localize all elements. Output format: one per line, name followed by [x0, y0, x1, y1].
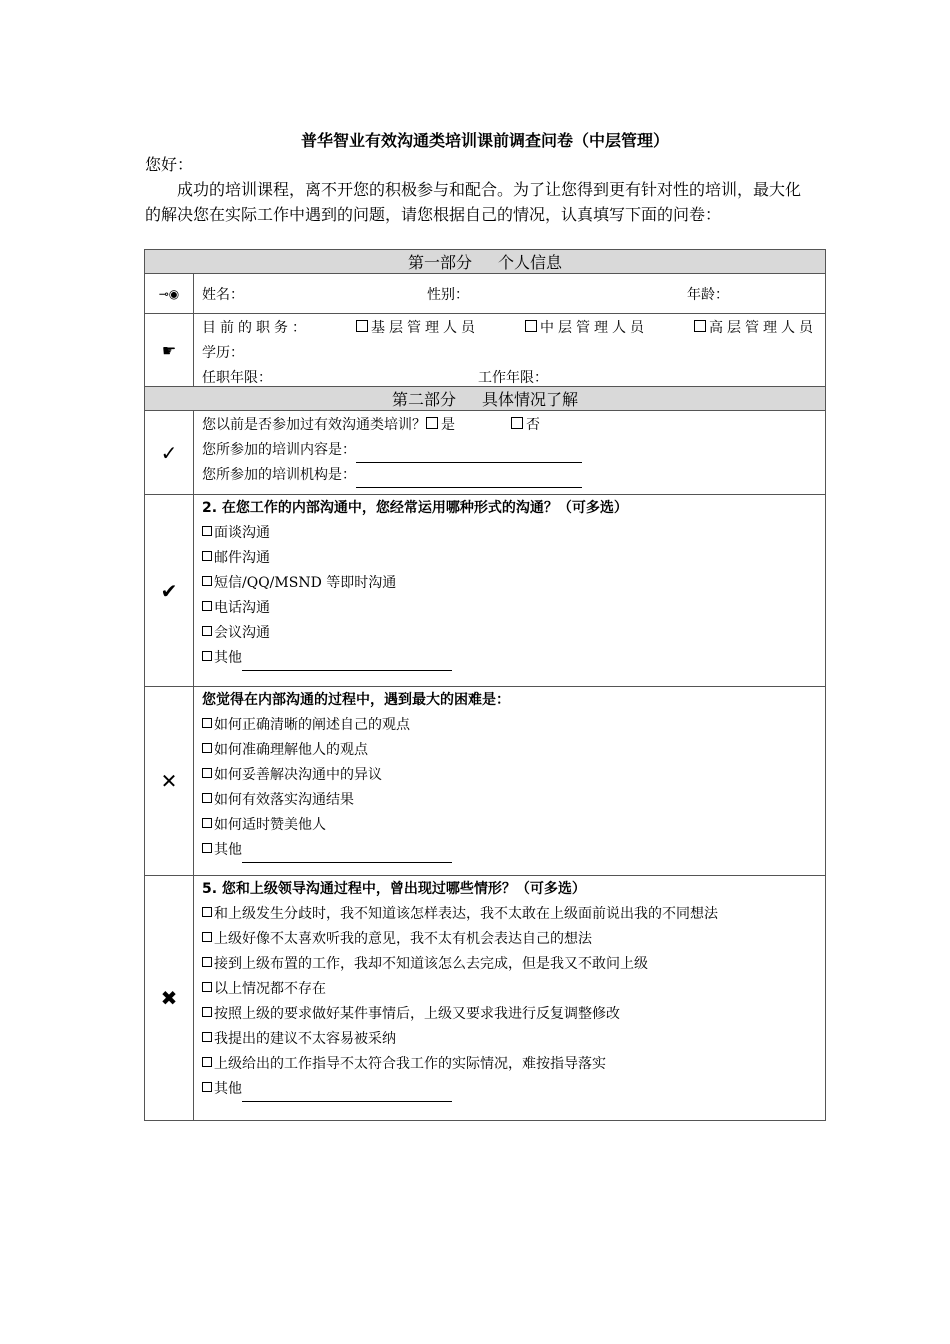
option-position-middle[interactable]: 中层管理人员 — [525, 316, 648, 341]
intro-paragraph — [145, 177, 815, 227]
q1-question: 您以前是否参加过有效沟通类培训？ — [202, 417, 426, 433]
row-q3 — [145, 687, 826, 876]
row-q2 — [145, 495, 826, 687]
checkbox[interactable] — [426, 417, 438, 429]
q1-content-label: 您所参加的培训内容是： — [202, 442, 356, 458]
q4-option[interactable]: 我提出的建议不太容易被采纳 — [202, 1027, 817, 1052]
q4-option[interactable]: 和上级发生分歧时，我不知道该怎样表达，我不太敢在上级面前说出我的不同想法 — [202, 902, 817, 927]
q2-other-blank[interactable] — [242, 655, 452, 671]
q2-option-other[interactable]: 其他 — [202, 646, 817, 671]
row-q1 — [145, 411, 826, 495]
q1-org-blank[interactable] — [356, 472, 582, 488]
q4-other-blank[interactable] — [242, 1086, 452, 1102]
check-icon: ✓ — [145, 411, 194, 495]
work-years-label: 工作年限： — [478, 370, 548, 386]
heavy-x-icon: ✖ — [145, 876, 194, 1121]
row-q4 — [145, 876, 826, 1121]
survey-table — [144, 249, 826, 1121]
q1-org-label: 您所参加的培训机构是： — [202, 467, 356, 483]
q2-question: 2. 在您工作的内部沟通中，您经常运用哪种形式的沟通？（可多选） — [202, 500, 628, 516]
q4-question: 5. 您和上级领导沟通过程中，曾出现过哪些情形？（可多选） — [202, 881, 586, 897]
checkbox[interactable] — [525, 320, 537, 332]
greeting: 您好： — [145, 155, 194, 174]
checkbox[interactable] — [511, 417, 523, 429]
q2-option[interactable]: 短信/QQ/MSND 等即时沟通 — [202, 571, 817, 596]
education-label: 学历： — [202, 345, 244, 361]
option-position-senior[interactable]: 高层管理人员 — [694, 316, 817, 341]
part1-name: 个人信息 — [498, 253, 563, 272]
option-no[interactable]: 否 — [511, 417, 540, 433]
q3-option[interactable]: 如何适时赞美他人 — [202, 813, 817, 838]
q1-content-blank[interactable] — [356, 447, 582, 463]
q3-option-other[interactable]: 其他 — [202, 838, 817, 863]
q3-option[interactable]: 如何正确清晰的阐述自己的观点 — [202, 713, 817, 738]
part2-name: 具体情况了解 — [482, 390, 579, 409]
q2-option[interactable]: 邮件沟通 — [202, 546, 817, 571]
q3-option[interactable]: 如何妥善解决沟通中的异议 — [202, 763, 817, 788]
row-basic-info — [145, 274, 826, 314]
option-position-junior[interactable]: 基层管理人员 — [356, 316, 479, 341]
part1-label: 第一部分 — [407, 253, 472, 272]
name-label: 姓名： — [202, 286, 244, 303]
multiply-icon: ✕ — [145, 687, 194, 876]
q2-option[interactable]: 面谈沟通 — [202, 521, 817, 546]
part2-label: 第二部分 — [391, 390, 456, 409]
q4-option[interactable]: 接到上级布置的工作，我却不知道该怎么去完成，但是我又不敢问上级 — [202, 952, 817, 977]
intro-text: 成功的培训课程，离不开您的积极参与和配合。为了让您得到更有针对性的培训，最大化的解决您在实际工作中遇到的问题，请您根据自己的情况，认真填写下面的问卷： — [145, 180, 802, 224]
q4-option[interactable]: 上级给出的工作指导不太符合我工作的实际情况，难按指导落实 — [202, 1052, 817, 1077]
section-part1 — [145, 250, 826, 274]
q4-option[interactable]: 按照上级的要求做好某件事情后，上级又要求我进行反复调整修改 — [202, 1002, 817, 1027]
q4-option[interactable]: 上级好像不太喜欢听我的意见，我不太有机会表达自己的想法 — [202, 927, 817, 952]
age-label: 年龄： — [687, 286, 729, 303]
q3-other-blank[interactable] — [242, 847, 452, 863]
option-yes[interactable]: 是 — [426, 417, 455, 433]
tenure-label: 任职年限： — [202, 370, 272, 386]
row-position-info — [145, 314, 826, 387]
document-title: 普华智业有效沟通类培训课前调查问卷（中层管理） — [300, 131, 669, 150]
eye-arrow-icon: ⊸◉ — [145, 274, 194, 314]
q4-option[interactable]: 以上情况都不存在 — [202, 977, 817, 1002]
q3-option[interactable]: 如何有效落实沟通结果 — [202, 788, 817, 813]
q3-option[interactable]: 如何准确理解他人的观点 — [202, 738, 817, 763]
position-label: 目前的职务： — [202, 320, 310, 336]
heavy-check-icon: ✔ — [145, 495, 194, 687]
q2-option[interactable]: 会议沟通 — [202, 621, 817, 646]
q3-question: 您觉得在内部沟通的过程中，遇到最大的困难是： — [202, 692, 510, 708]
q2-option[interactable]: 电话沟通 — [202, 596, 817, 621]
q4-option-other[interactable]: 其他 — [202, 1077, 817, 1102]
gender-label: 性别： — [427, 286, 469, 303]
checkbox[interactable] — [356, 320, 368, 332]
checkbox[interactable] — [694, 320, 706, 332]
pointing-hand-icon: ☛ — [145, 314, 194, 387]
